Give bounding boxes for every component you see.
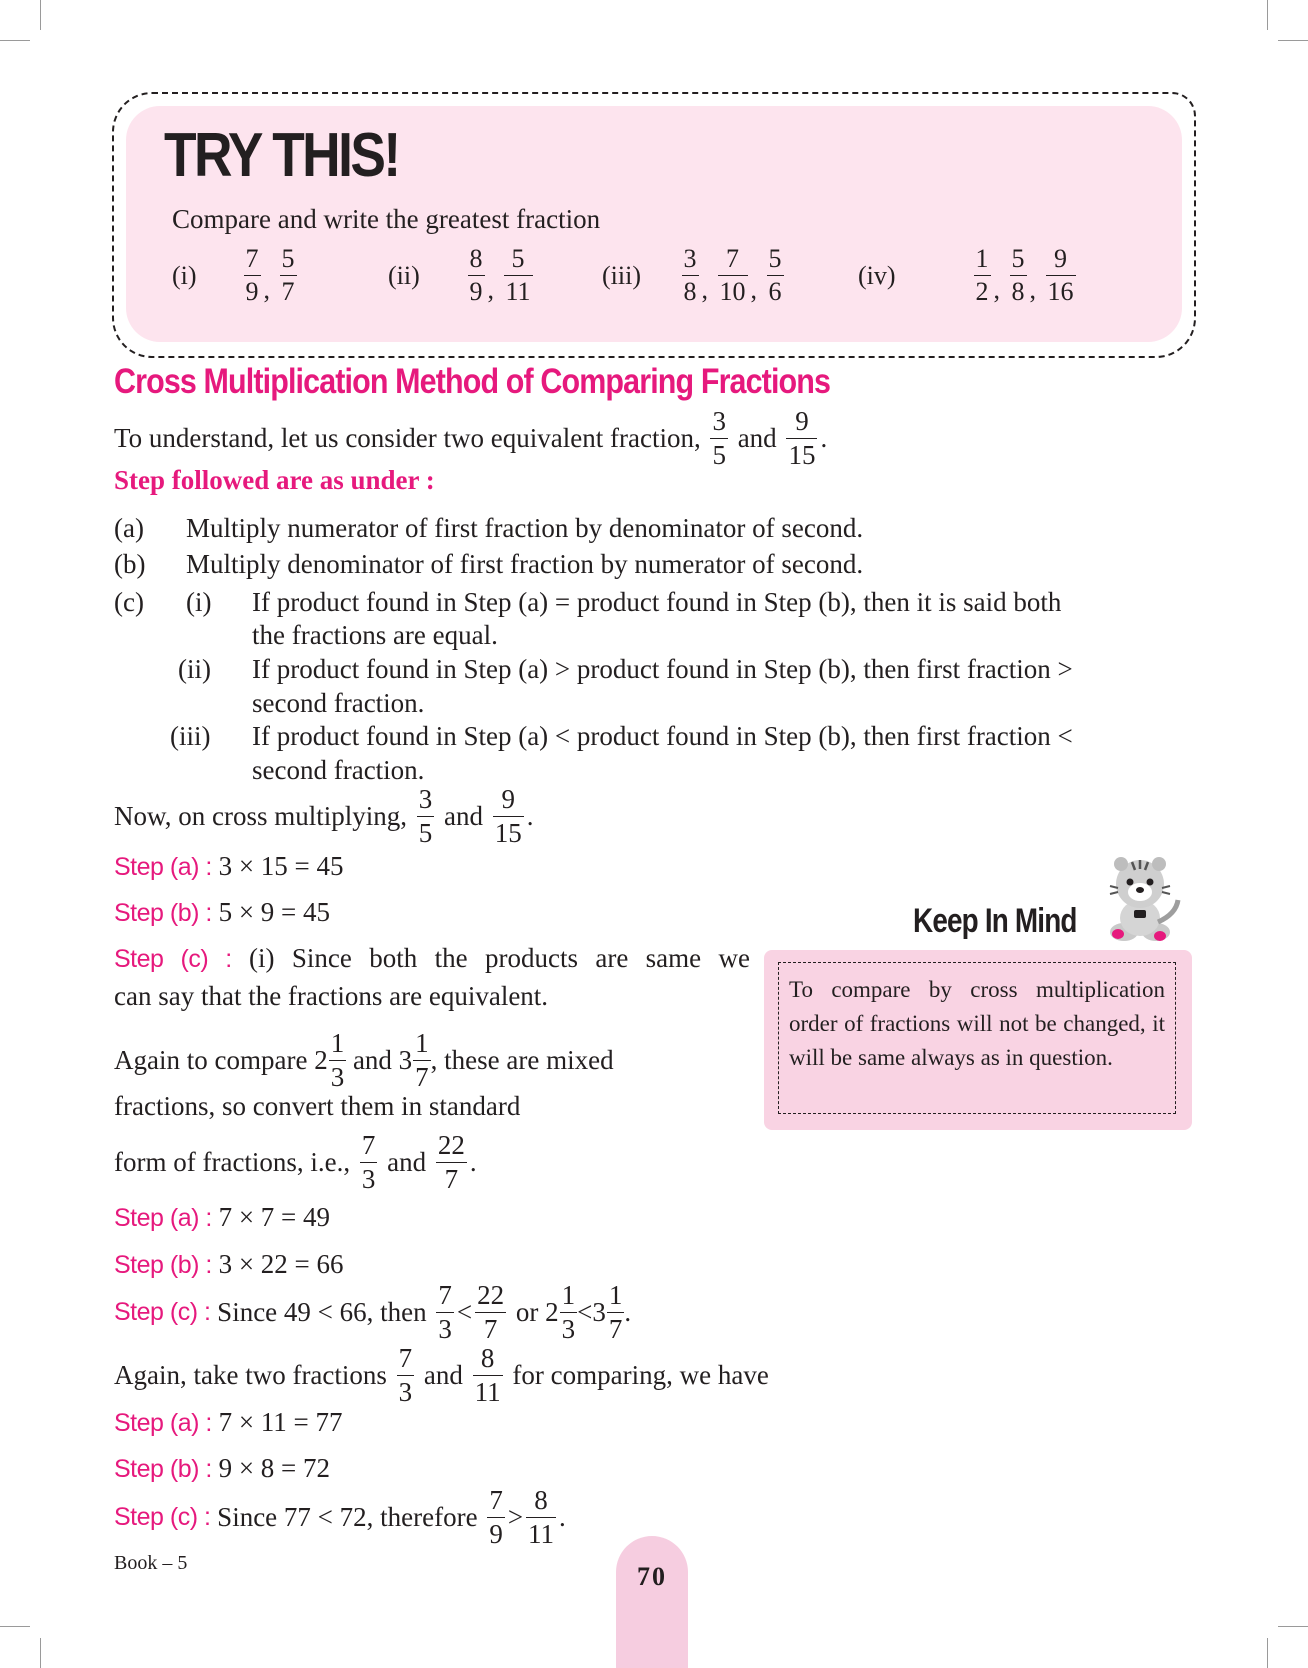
example3-step-c: Step (c) : Since 77 < 72, therefore $\frac{7}{9}$ > $\frac{8}{11}$ . — [114, 1485, 566, 1549]
example2-intro: Again to compare 2 $\frac{1}{3}$ and 3 $\frac{1}{7}$ , these are mixed — [114, 1028, 614, 1092]
mixed-fraction: 2 $\frac{1}{3}$ — [314, 1028, 345, 1092]
rule-c-ii-cont: second fraction. — [252, 688, 425, 718]
fraction: $\frac{3}{5}$ — [712, 406, 726, 470]
rule-c-iii-cont: second fraction. — [252, 755, 425, 785]
crop-mark — [0, 1626, 30, 1627]
mixed-fraction: 3 $\frac{1}{7}$ — [592, 1280, 623, 1344]
try-this-heading: TRY THIS! — [164, 121, 399, 190]
try-item-ii: (ii) $\frac{8}{9}$ , $\frac{5}{11}$ — [388, 244, 531, 306]
fraction: $\frac{7}{3}$ — [398, 1343, 413, 1407]
fraction: $\frac{1}{2}$ — [975, 244, 989, 306]
example3-step-b: Step (b) : 9 × 8 = 72 — [114, 1453, 331, 1483]
crop-mark — [1267, 0, 1268, 30]
item-label: (iv) — [858, 260, 896, 290]
tiger-cub-icon — [1110, 857, 1178, 941]
try-this-box — [112, 92, 1196, 358]
keep-in-mind-inner — [778, 962, 1176, 1114]
page-number: 70 — [637, 1562, 667, 1591]
crop-mark — [1267, 1638, 1268, 1668]
example1-intro: Now, on cross multiplying, $\frac{3}{5}$ and $\frac{9}{15}$ . — [114, 784, 534, 848]
intro-line: To understand, let us consider two equivalent fraction, $\frac{3}{5}$ and $\frac{9}{15}$ . — [114, 406, 828, 470]
fraction: $\frac{7}{10}$ — [719, 244, 746, 306]
fraction: $\frac{8}{11}$ — [528, 1485, 555, 1549]
fraction: $\frac{8}{9}$ — [469, 244, 483, 306]
example2-step-a: Step (a) : 7 × 7 = 49 — [114, 1202, 331, 1232]
section-title: Cross Multiplication Method of Comparing Fractions — [114, 362, 831, 401]
fraction: $\frac{9}{15}$ — [494, 784, 522, 848]
rule-c-i: (c) (i) If product found in Step (a) = product found in Step (b), then it is said both — [114, 587, 1062, 617]
crop-mark — [40, 1638, 41, 1668]
example1-step-c-cont: can say that the fractions are equivalent. — [114, 981, 549, 1011]
fraction: $\frac{5}{11}$ — [505, 244, 531, 306]
example3-step-a: Step (a) : 7 × 11 = 77 — [114, 1407, 343, 1437]
fraction: $\frac{7}{3}$ — [361, 1130, 376, 1194]
item-label: (ii) — [388, 260, 420, 290]
fraction: $\frac{22}{7}$ — [477, 1280, 505, 1344]
fraction: $\frac{3}{5}$ — [418, 784, 433, 848]
fraction: $\frac{5}{8}$ — [1011, 244, 1025, 306]
keep-in-mind-box — [764, 950, 1192, 1130]
rule-c-ii: (ii) If product found in Step (a) > product found in Step (b), then first fraction > — [178, 654, 1073, 684]
fraction: $\frac{8}{11}$ — [474, 1343, 501, 1407]
try-item-i: (i) $\frac{7}{9}$ , $\frac{5}{7}$ — [172, 244, 295, 306]
example2-step-c: Step (c) : Since 49 < 66, then $\frac{7}{3}$ < $\frac{22}{7}$ or 2 $\frac{1}{3}$ <3 $\frac{1}{7}$ . — [114, 1280, 632, 1344]
try-item-iv: (iv) $\frac{1}{2}$ , $\frac{5}{8}$ , $\frac{9}{16}$ — [858, 244, 1074, 306]
tiger-cub-illustration — [1096, 852, 1186, 948]
fraction: $\frac{9}{15}$ — [788, 406, 816, 470]
example2-step-b: Step (b) : 3 × 22 = 66 — [114, 1249, 344, 1279]
steps-heading: Step followed are as under : — [114, 465, 435, 495]
item-label: (i) — [172, 260, 197, 290]
example2-line3: form of fractions, i.e., $\frac{7}{3}$ and $\frac{22}{7}$ . — [114, 1130, 477, 1194]
rule-c-i-cont: the fractions are equal. — [252, 620, 498, 650]
rule-c-iii: (iii) If product found in Step (a) < product found in Step (b), then first fraction < — [170, 721, 1073, 751]
item-label: (iii) — [602, 260, 641, 290]
crop-mark — [40, 0, 41, 30]
page-tab — [616, 1536, 688, 1668]
mixed-fraction: 2 $\frac{1}{3}$ — [545, 1280, 576, 1344]
fraction: $\frac{9}{16}$ — [1047, 244, 1074, 306]
fraction: $\frac{3}{8}$ — [683, 244, 697, 306]
mixed-fraction: 3 $\frac{1}{7}$ — [398, 1028, 429, 1092]
fraction: $\frac{7}{9}$ — [245, 244, 259, 306]
rule-b: (b) Multiply denominator of first fraction by numerator of second. — [114, 549, 864, 579]
keep-in-mind-title: Keep In Mind — [913, 902, 1077, 940]
example1-step-b: Step (b) : 5 × 9 = 45 — [114, 897, 331, 927]
fraction: $\frac{7}{3}$ — [438, 1280, 452, 1344]
try-this-instruction: Compare and write the greatest fraction — [172, 204, 601, 234]
try-item-iii: (iii) $\frac{3}{8}$ , $\frac{7}{10}$ , $\frac{5}{6}$ — [602, 244, 782, 306]
crop-mark — [0, 40, 30, 41]
rule-a: (a) Multiply numerator of first fraction by denominator of second. — [114, 513, 864, 543]
example1-step-a: Step (a) : 3 × 15 = 45 — [114, 851, 344, 881]
crop-mark — [1278, 40, 1308, 41]
crop-mark — [1278, 1626, 1308, 1627]
fraction: $\frac{7}{9}$ — [489, 1485, 503, 1549]
example3-intro: Again, take two fractions $\frac{7}{3}$ and $\frac{8}{11}$ for comparing, we have — [114, 1343, 769, 1407]
example2-line2: fractions, so convert them in standard — [114, 1091, 521, 1121]
fraction: $\frac{5}{7}$ — [281, 244, 295, 306]
fraction: $\frac{5}{6}$ — [768, 244, 782, 306]
book-label: Book – 5 — [114, 1552, 188, 1574]
example1-step-c: Step (c) : (i) Since both the products are same we — [114, 943, 751, 973]
keep-in-mind-text: To compare by cross multiplication order of fractions will not be changed, it will be same always as in question. — [789, 977, 1165, 1070]
fraction: $\frac{22}{7}$ — [437, 1130, 465, 1194]
